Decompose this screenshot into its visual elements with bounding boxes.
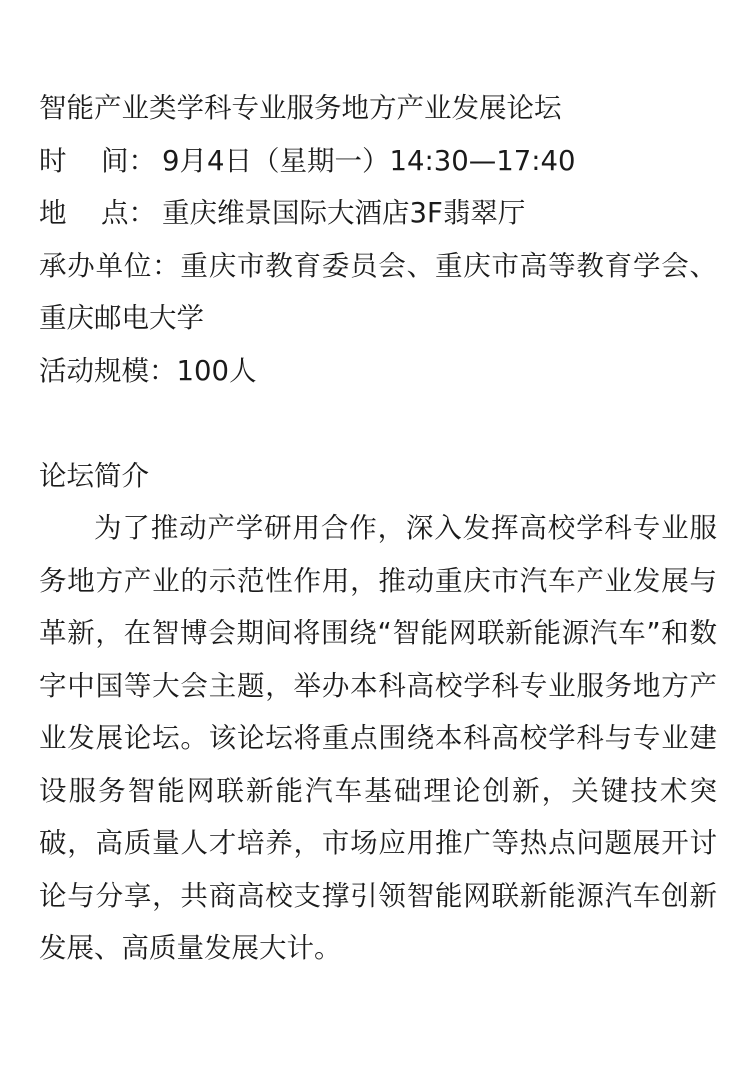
event-time-row [39, 135, 717, 188]
event-title: 智能产业类学科专业服务地方产业发展论坛 [39, 92, 562, 124]
event-organizer-row [39, 240, 717, 345]
document [39, 82, 717, 975]
event-place-row [39, 187, 717, 240]
event-place-value: 重庆维景国际大酒店3F翡翠厅 [162, 197, 526, 229]
event-place-label [39, 187, 162, 240]
intro-heading: 论坛简介 [39, 459, 149, 492]
event-organizer-label: 承办单位： [39, 249, 181, 282]
intro-body: 为了推动产学研用合作，深入发挥高校学科专业服务地方产业的示范性作用，推动重庆市汽车产业发展与革新，在智博会期间将围绕“智能网联新能源汽车”和数字中国等大会主题，举办本科高校学科专业服务地方产业发展论坛。该论坛将重点围绕本科高校学科与专业建设服务智能网联新能汽车基础理论创新，关键技术突破，高质量人才培养，市场应用推广等热点问题展开讨论与分享，共商高校支撑引领智能网联新能源汽车创新发展、高质量发展大计。 [39, 512, 717, 964]
event-scale-label: 活动规模： [39, 354, 177, 387]
event-time-value: 9月4日（星期一）14:30—17:40 [162, 144, 576, 177]
event-scale-value: 100人 [176, 354, 257, 387]
time-label-char2: 间： [101, 144, 156, 177]
place-label-char2: 点： [101, 197, 156, 229]
time-label-char1: 时 [39, 144, 67, 177]
event-time-label [39, 135, 162, 188]
event-scale-row [39, 345, 717, 398]
section-spacer [39, 397, 717, 450]
event-organizer-value: 重庆市教育委员会、重庆市高等教育学会、重庆邮电大学 [39, 249, 718, 334]
place-label-char1: 地 [39, 197, 67, 229]
